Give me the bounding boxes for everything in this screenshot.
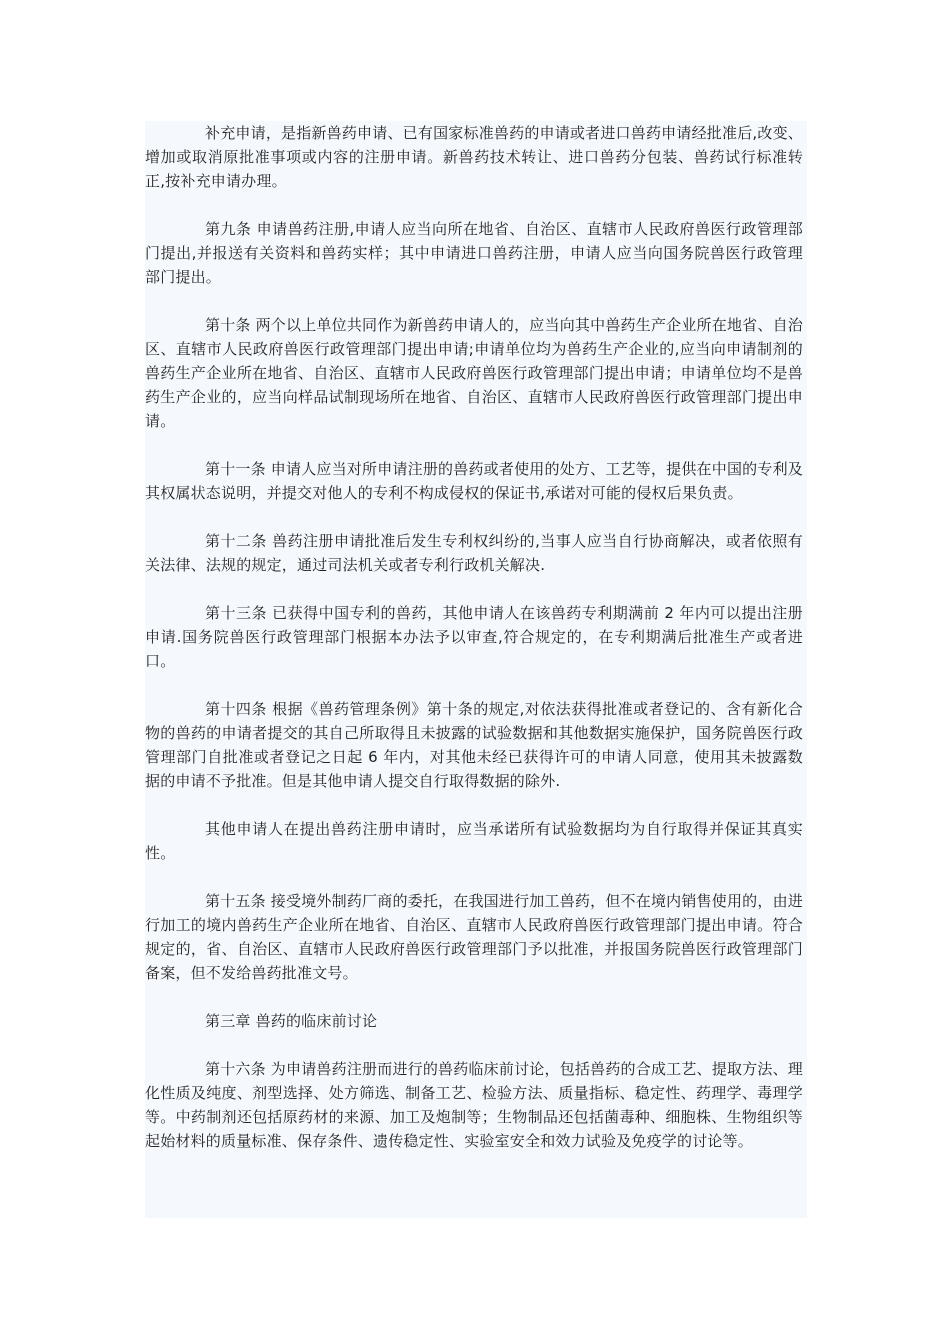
paragraph-article-12: 第十二条 兽药注册申请批准后发生专利权纠纷的,当事人应当自行协商解决，或者依照有关法律、法规的规定，通过司法机关或者专利行政机关解决.: [145, 532, 803, 574]
paragraph-article-9: 第九条 申请兽药注册,申请人应当向所在地省、自治区、直辖市人民政府兽医行政管理部门提出,并报送有关资料和兽药实样；其中申请进口兽药注册，申请人应当向国务院兽医行政管理部门提出。: [145, 220, 803, 286]
paragraph-supplementary-application: 补充申请，是指新兽药申请、已有国家标准兽药的申请或者进口兽药申请经批准后,改变、增加或取消原批准事项或内容的注册申请。新兽药技术转让、进口兽药分包装、兽药试行标准转正,按补充申请办理。: [145, 124, 803, 190]
paragraph-article-11: 第十一条 申请人应当对所申请注册的兽药或者使用的处方、工艺等，提供在中国的专利及其权属状态说明，并提交对他人的专利不构成侵权的保证书,承诺对可能的侵权后果负责。: [145, 460, 803, 502]
paragraph-article-13: 第十三条 已获得中国专利的兽药，其他申请人在该兽药专利期满前 2 年内可以提出注册申请.国务院兽医行政管理部门根据本办法予以审查,符合规定的，在专利期满后批准生产或者进口。: [145, 604, 803, 670]
chapter-heading: 第三章 兽药的临床前讨论: [205, 1012, 378, 1030]
paragraph-article-15: 第十五条 接受境外制药厂商的委托，在我国进行加工兽药，但不在境内销售使用的，由进行加工的境内兽药生产企业所在地省、自治区、直辖市人民政府兽医行政管理部门提出申请。符合规定的，省、自治区、直辖市人民政府兽医行政管理部门予以批准，并报国务院兽医行政管理部门备案，但不发给兽药批准文号。: [145, 892, 803, 982]
document-body: [145, 121, 807, 1218]
paragraph-article-14-continued: 其他申请人在提出兽药注册申请时，应当承诺所有试验数据均为自行取得并保证其真实性。: [145, 820, 803, 862]
paragraph-article-14: 第十四条 根据《兽药管理条例》第十条的规定,对依法获得批准或者登记的、含有新化合物的兽药的申请者提交的其自己所取得且未披露的试验数据和其他数据实施保护，国务院兽医行政管理部门自批准或者登记之日起 6 年内，对其他未经已获得许可的申请人同意，使用其未披露数据的申请不予批准。但是其他申请人提交自行取得数据的除外.: [145, 700, 803, 790]
paragraph-article-16: 第十六条 为申请兽药注册而进行的兽药临床前讨论，包括兽药的合成工艺、提取方法、理化性质及纯度、剂型选择、处方筛选、制备工艺、检验方法、质量指标、稳定性、药理学、毒理学等。中药制剂还包括原药材的来源、加工及炮制等；生物制品还包括菌毒种、细胞株、生物组织等起始材料的质量标准、保存条件、遗传稳定性、实验室安全和效力试验及免疫学的讨论等。: [145, 1060, 803, 1150]
paragraph-article-10: 第十条 两个以上单位共同作为新兽药申请人的，应当向其中兽药生产企业所在地省、自治区、直辖市人民政府兽医行政管理部门提出申请;申请单位均为兽药生产企业的,应当向申请制剂的兽药生产企业所在地省、自治区、直辖市人民政府兽医行政管理部门提出申请；申请单位均不是兽药生产企业的，应当向样品试制现场所在地省、自治区、直辖市人民政府兽医行政管理部门提出申请。: [145, 316, 803, 430]
